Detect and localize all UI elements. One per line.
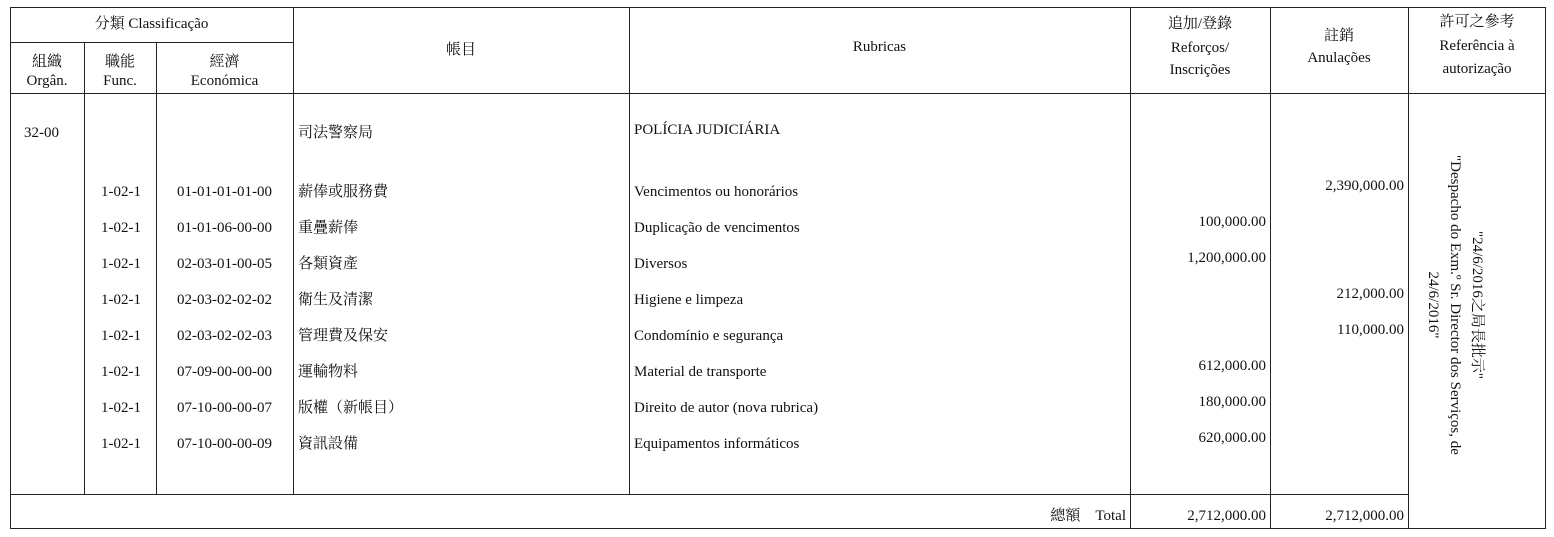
header-func-pt: Func. — [103, 73, 137, 89]
row-rubrica-zh: 版權（新帳目） — [298, 400, 404, 416]
dept-name-pt: POLÍCIA JUDICIÁRIA — [634, 122, 781, 138]
row-rubrica-pt: Material de transporte — [634, 364, 767, 380]
row-func: 1-02-1 — [101, 436, 141, 452]
col-divider — [1130, 7, 1131, 529]
authorization-reference — [1408, 125, 1488, 485]
row-rubrica-pt: Equipamentos informáticos — [634, 436, 800, 452]
row-reforco: 100,000.00 — [1198, 214, 1266, 230]
authorization-line-2: "Despacho do Exm.º Sr. Director dos Serviços, de — [1447, 155, 1463, 455]
authorization-line-1: "24/6/2016之局長批示" — [1469, 230, 1485, 380]
row-rubrica-pt: Duplicação de vencimentos — [634, 220, 800, 236]
col-divider — [156, 42, 157, 494]
row-rubrica-pt: Diversos — [634, 256, 688, 272]
header-rubrica-zh: 帳目 — [445, 42, 476, 58]
header-reforcos-pt2: Inscrições — [1169, 62, 1231, 78]
total-reforcos: 2,712,000.00 — [1187, 508, 1266, 524]
row-rubrica-zh: 薪俸或服務費 — [298, 184, 389, 200]
row-anulacao: 212,000.00 — [1336, 286, 1404, 302]
header-organ-pt: Orgân. — [26, 73, 68, 89]
row-econ: 02-03-02-02-02 — [177, 292, 272, 308]
row-func: 1-02-1 — [101, 292, 141, 308]
row-anulacao: 2,390,000.00 — [1325, 178, 1404, 194]
header-classificacao: 分類 Classificação — [94, 16, 209, 32]
row-rubrica-zh: 重疊薪俸 — [298, 220, 359, 236]
row-rubrica-pt: Higiene e limpeza — [634, 292, 744, 308]
col-divider — [293, 7, 294, 494]
header-referencia-zh: 許可之參考 — [1439, 14, 1515, 30]
dept-name-zh: 司法警察局 — [298, 125, 374, 141]
row-func: 1-02-1 — [101, 400, 141, 416]
row-func: 1-02-1 — [101, 328, 141, 344]
row-rubrica-zh: 衛生及清潔 — [298, 292, 374, 308]
row-econ: 01-01-01-01-00 — [177, 184, 272, 200]
header-organ-zh: 組織 — [31, 54, 62, 70]
col-divider — [84, 42, 85, 494]
row-reforco: 612,000.00 — [1198, 358, 1266, 374]
header-referencia-pt1: Referência à — [1439, 38, 1515, 54]
col-divider — [1270, 7, 1271, 529]
header-anulacoes-pt: Anulações — [1307, 50, 1371, 66]
total-anulacoes: 2,712,000.00 — [1325, 508, 1404, 524]
header-reforcos-pt1: Reforços/ — [1170, 40, 1230, 56]
row-func: 1-02-1 — [101, 364, 141, 380]
row-func: 1-02-1 — [101, 220, 141, 236]
total-top-line — [10, 494, 1408, 495]
row-rubrica-pt: Condomínio e segurança — [634, 328, 784, 344]
header-referencia-pt2: autorização — [1442, 61, 1512, 77]
row-rubrica-pt: Direito de autor (nova rubrica) — [634, 400, 819, 416]
header-reforcos-zh: 追加/登錄 — [1167, 16, 1233, 32]
row-reforco: 180,000.00 — [1198, 394, 1266, 410]
row-func: 1-02-1 — [101, 184, 141, 200]
row-econ: 02-03-02-02-03 — [177, 328, 272, 344]
total-label: 總額 Total — [1050, 508, 1126, 524]
row-func: 1-02-1 — [101, 256, 141, 272]
row-rubrica-zh: 管理費及保安 — [298, 328, 389, 344]
row-rubrica-zh: 各類資產 — [298, 256, 359, 272]
row-reforco: 620,000.00 — [1198, 430, 1266, 446]
col-divider — [629, 7, 630, 494]
row-rubrica-zh: 資訊設備 — [298, 436, 359, 452]
row-rubrica-zh: 運輸物料 — [298, 364, 359, 380]
row-econ: 07-09-00-00-00 — [177, 364, 272, 380]
header-bottom-line — [10, 93, 1546, 94]
row-econ: 07-10-00-00-09 — [177, 436, 272, 452]
header-func-zh: 職能 — [104, 54, 135, 70]
row-econ: 02-03-01-00-05 — [177, 256, 272, 272]
row-anulacao: 110,000.00 — [1337, 322, 1404, 338]
header-econ-zh: 經濟 — [209, 54, 240, 70]
row-reforco: 1,200,000.00 — [1187, 250, 1266, 266]
row-econ: 01-01-06-00-00 — [177, 220, 272, 236]
row-rubrica-pt: Vencimentos ou honorários — [634, 184, 799, 200]
authorization-line-3: 24/6/2016" — [1425, 271, 1441, 339]
header-rubrica-pt: Rubricas — [852, 39, 907, 55]
header-anulacoes-zh: 註銷 — [1323, 28, 1354, 44]
row-econ: 07-10-00-00-07 — [177, 400, 272, 416]
organ-code: 32-00 — [24, 125, 59, 141]
header-econ-pt: Económica — [190, 73, 259, 89]
row-divider — [10, 42, 293, 43]
